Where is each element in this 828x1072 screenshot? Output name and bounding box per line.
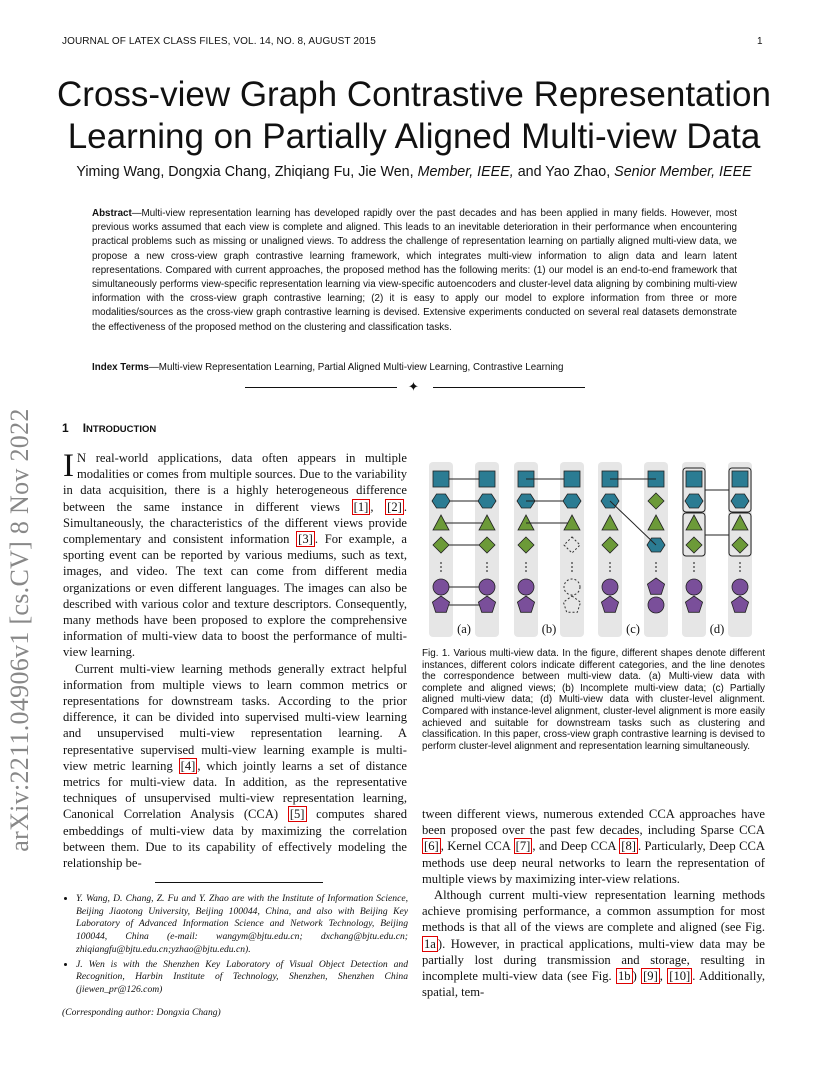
paragraph: Current multi-view learning methods generally extract helpful information from multiple views to learn common metrics or representations for downstream tasks. According to the prior difference, it can be divided into supervised multi-view learning and unsupervised multi-view representation learning. A representative supervised multi-view learning example is multi-view metric learning [4] , which jointly learns a set of distance metrics for multi-view data. In addition, as the representative techniques of unsupervised multi-view representation learning, Canonical Correlation Analysis (CCA) [5] computes shared embeddings of multi-view data by maximizing the correlation between them. Due to its capability of effectively modeling the relationship be- <box>63 661 407 871</box>
author-names-last: and Yao Zhao, <box>517 164 611 180</box>
citation-link[interactable]: [5] <box>289 807 305 822</box>
circle-node <box>518 579 534 595</box>
paragraph: Although current multi-view representation learning methods achieve promising performance, a common assumption for most methods is that all of the views are complete and aligned (see Fig. 1a ). However, in practical applications, multi-view data may be partially lost during transmission and storage, resulting in incomplete multi-view data (see Fig. 1b ) [9] , [10] . Additionally, spatial, tem- <box>422 888 766 1000</box>
section-heading <box>62 421 156 435</box>
paper-title: Cross-view Graph Contrastive Representation Learning on Partially Aligned Multi-view Data <box>57 75 771 156</box>
circle-node <box>433 579 449 595</box>
index-terms-label: Index Terms <box>92 362 149 373</box>
square-node <box>564 471 580 487</box>
ellipsis-dot <box>739 570 741 572</box>
hexagon-node <box>563 494 581 508</box>
hexagon-node <box>478 494 496 508</box>
figure-caption: Fig. 1. Various multi-view data. In the figure, different shapes denote different instances, different colors indicate different categories, and the line denotes the correspondence between multi-view data. (a) Multi-view data with complete and aligned views; (b) Incomplete multi-view data; (c) Partially aligned multi-view data; (d) Multi-view data with cluster-level alignment. Compared with instance-level alignment, cluster-level alignment is more easily achieved and suitable for downstream tasks such as clustering and classification. In this paper, cross-view graph contrastive learning is devised to perform cluster-level alignment and representation learning simultaneously. <box>422 648 765 752</box>
page-number: 1 <box>757 36 763 47</box>
section-title-initial: I <box>82 421 87 435</box>
footnote-rule <box>155 882 323 883</box>
author-member-grade: Member, IEEE, <box>417 164 514 180</box>
citation-link[interactable]: [1] <box>353 499 369 514</box>
square-node <box>433 471 449 487</box>
ellipsis-dot <box>609 562 611 564</box>
paragraph: I N real-world applications, data often appears in multiple modalities or comes from multiple sources. Due to the variability in data acquisition, there is a highly heterogeneous difference between the same instance in different views [1] , [2] . Simultaneously, the characteristics of the different views provide complementary and consistent information [3] . For example, a sporting event can be reported by various mediums, such as text, images, and video. The text can come from different media organizations or even different languages. The images can also be described with various color and texture descriptors. Consequently, many methods have been proposed to explore the comprehensive information of multi-view data to boost the performance of multi-view learning. <box>63 448 408 660</box>
panel-label-a: (a) <box>457 622 471 636</box>
ellipsis-dot <box>739 566 741 568</box>
ellipsis-dot <box>486 562 488 564</box>
hexagon-node <box>685 494 703 508</box>
right-column <box>422 806 765 1000</box>
citation-link[interactable]: [8] <box>621 839 636 854</box>
ellipsis-dot <box>440 570 442 572</box>
ellipsis-dot <box>571 562 573 564</box>
index-terms-text: —Multi-view Representation Learning, Partial Aligned Multi-view Learning, Contrastive Learning <box>149 362 564 373</box>
figure-link[interactable]: 1b <box>618 969 631 984</box>
journal-header: JOURNAL OF LATEX CLASS FILES, VOL. 14, NO. 8, AUGUST 2015 <box>62 36 376 47</box>
ellipsis-dot <box>693 570 695 572</box>
circle-node <box>479 579 495 595</box>
ellipsis-dot <box>655 570 657 572</box>
citation-link[interactable]: [7] <box>515 839 531 854</box>
panel-label-d: (d) <box>709 622 725 636</box>
panel-label-b: (b) <box>541 622 557 636</box>
figure-link[interactable]: 1a <box>424 936 436 951</box>
paragraph: tween different views, numerous extended CCA approaches have been proposed over the past few decades, including Sparse CCA [6] , Kernel CCA [7] , and Deep CCA [8] . Particularly, Deep CCA methods use deep neural networks to learn the representation of multiple views by maximizing inter-view relations. <box>422 807 766 886</box>
ellipsis-dot <box>571 570 573 572</box>
ellipsis-dot <box>486 566 488 568</box>
section-number: 1 <box>62 421 69 435</box>
ellipsis-dot <box>693 562 695 564</box>
ellipsis-dot <box>525 570 527 572</box>
ellipsis-dot <box>525 562 527 564</box>
figure-1-diagram <box>425 460 770 640</box>
footnote-affiliation: • J. Wen is with the Shenzhen Key Laboratory of Visual Object Detection and Recognition, Harbin Institute of Technology, Shenzhen, Shenzhen China (jiewen_pr@126.com) <box>76 959 408 997</box>
view-lane <box>560 462 584 637</box>
abstract <box>92 207 737 335</box>
ellipsis-dot <box>486 570 488 572</box>
author-list <box>0 164 828 180</box>
ellipsis-dot <box>655 562 657 564</box>
arxiv-stamp-text: arXiv:2211.04906v1 [cs.CV] 8 Nov 2022 <box>5 408 34 852</box>
index-terms <box>92 362 737 373</box>
citation-link[interactable]: [10] <box>669 969 691 984</box>
circle-node <box>732 579 748 595</box>
drop-cap: I <box>63 448 74 484</box>
left-column <box>63 450 407 871</box>
hexagon-node <box>731 494 749 508</box>
ellipsis-dot <box>739 562 741 564</box>
diamond-star-icon: ✦ <box>408 379 419 394</box>
square-node <box>686 471 702 487</box>
author-senior-grade: Senior Member, IEEE <box>614 164 752 180</box>
corresponding-author: (Corresponding author: Dongxia Chang) <box>62 1006 221 1018</box>
citation-link[interactable]: [3] <box>298 532 313 547</box>
section-title-rest: NTRODUCTION <box>86 424 157 435</box>
ellipsis-dot <box>571 566 573 568</box>
citation-link[interactable]: [6] <box>424 839 439 854</box>
abstract-text: —Multi-view representation learning has developed rapidly over the past decades and has been applied in many fields. However, most previous works assumed that each view is complete and aligned. This leads to an inevitable deterioration in their performance when encountering practical problems such as missing or unaligned views. To address the challenge of representation learning on partially aligned multi-view data, we propose a new cross-view graph contrastive learning framework, which integrates multi-view information to align data and learn latent representations. Compared with current approaches, the proposed method has the following merits: (1) our model is an end-to-end framework that simultaneously performs view-specific representation learning via view-specific autoencoders and cluster-level data aligning by combining multi-view information with the cross-view graph contrastive learning; (2) it is easy to apply our model to explore information from three or more modalities/sources as the cross-view graph contrastive learning is devised. Extensive experiments conducted on several real datasets demonstrate the effectiveness of the proposed method on the clustering and classification tasks. <box>92 208 737 333</box>
abstract-label: Abstract <box>92 208 132 219</box>
ellipsis-dot <box>440 566 442 568</box>
square-node <box>732 471 748 487</box>
citation-link[interactable]: [2] <box>387 499 402 514</box>
author-names: Yiming Wang, Dongxia Chang, Zhiqiang Fu, Jie Wen, <box>76 164 414 180</box>
circle-node <box>602 579 618 595</box>
ellipsis-dot <box>655 566 657 568</box>
ellipsis-dot <box>609 570 611 572</box>
section-separator <box>245 380 585 396</box>
ellipsis-dot <box>609 566 611 568</box>
ellipsis-dot <box>440 562 442 564</box>
hexagon-node <box>432 494 450 508</box>
ellipsis-dot <box>525 566 527 568</box>
ellipsis-dot <box>693 566 695 568</box>
citation-link[interactable]: [4] <box>180 758 196 773</box>
panel-label-c: (c) <box>626 622 640 636</box>
footnote-affiliation: • Y. Wang, D. Chang, Z. Fu and Y. Zhao are with the Institute of Information Science, Beijing Jiaotong University, Beijing 100044, China, and also with Beijing Key Laboratory of Advanced Information Science and Network Technology, Beijing 100044, China (e-mail: wangym@bjtu.edu.cn; dxchang@bjtu.edu.cn; zhiqiangfu@bjtu.edu.cn;yzhao@bjtu.edu.cn). <box>76 893 408 957</box>
citation-link[interactable]: [9] <box>643 969 658 984</box>
circle-node <box>648 597 664 613</box>
square-node <box>479 471 495 487</box>
footnotes <box>62 893 408 1019</box>
circle-node <box>686 579 702 595</box>
